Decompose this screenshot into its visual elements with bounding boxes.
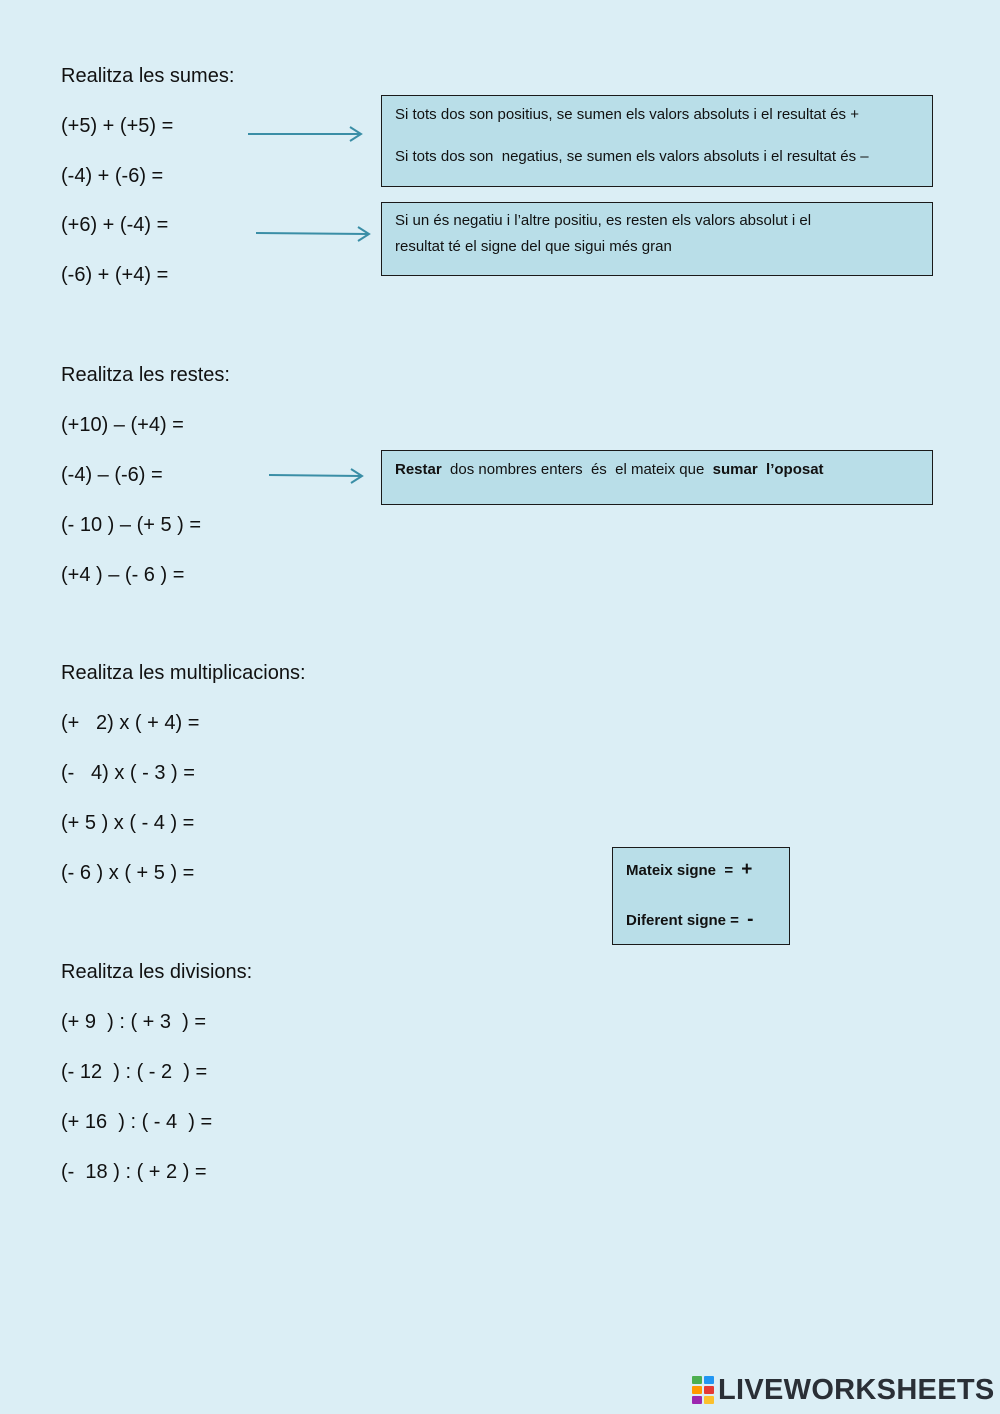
diff-sign-rule-label: Diferent signe = (626, 912, 739, 929)
diff-sign-rule (626, 910, 753, 931)
multiplication-exercise-1: (+ 2) x ( + 4) = (61, 712, 200, 734)
same-sign-note-line-1: Si tots dos son positius, se sumen els valors absoluts i el resultat és + (395, 106, 859, 123)
division-exercise-1: (+ 9 ) : ( + 3 ) = (61, 1011, 207, 1033)
subtraction-note-box (381, 450, 933, 505)
subtraction-exercise-3: (- 10 ) – (+ 5 ) = (61, 514, 202, 536)
subtraction-exercise-1: (+10) – (+4) = (61, 414, 184, 436)
multiplication-exercise-3: (+ 5 ) x ( - 4 ) = (61, 812, 195, 834)
sign-rule-box (612, 847, 790, 945)
arrow-icon (246, 124, 366, 144)
diff-sign-note-line-1: Si un és negatiu i l’altre positiu, es resten els valors absolut i el (395, 212, 812, 229)
subtraction-exercise-4: (+4 ) – (- 6 ) = (61, 564, 185, 586)
division-exercise-3: (+ 16 ) : ( - 4 ) = (61, 1111, 213, 1133)
multiplications-heading: Realitza les multiplicacions: (61, 662, 306, 684)
multiplication-exercise-4: (- 6 ) x ( + 5 ) = (61, 862, 195, 884)
arrow-icon (254, 224, 374, 244)
subtraction-exercise-2: (-4) – (-6) = (61, 464, 163, 486)
sum-exercise-1: (+5) + (+5) = (61, 115, 174, 137)
subtraction-note-text (395, 460, 824, 480)
arrow-icon (267, 466, 367, 486)
subtraction-note-bold-2: sumar l’oposat (712, 461, 824, 478)
diff-sign-note-line-2: resultat té el signe del que sigui més gran (395, 238, 672, 255)
division-exercise-4: (- 18 ) : ( + 2 ) = (61, 1161, 207, 1183)
sums-heading: Realitza les sumes: (61, 65, 235, 87)
same-sign-rule-label: Mateix signe = (626, 862, 734, 879)
same-sign-note-line-2: Si tots dos son negatius, se sumen els valors absoluts i el resultat és – (395, 148, 869, 165)
minus-sign: - (747, 909, 754, 930)
sum-exercise-2: (-4) + (-6) = (61, 165, 164, 187)
subtraction-note-middle: dos nombres enters és el mateix que (441, 461, 713, 478)
same-sign-rule (626, 860, 752, 881)
subtraction-note-bold-1: Restar (395, 461, 442, 478)
division-exercise-2: (- 12 ) : ( - 2 ) = (61, 1061, 208, 1083)
diff-sign-note-box (381, 202, 933, 276)
logo-text: LIVEWORKSHEETS (718, 1373, 995, 1406)
logo-mark-icon (692, 1376, 714, 1404)
sum-exercise-3: (+6) + (-4) = (61, 214, 169, 236)
liveworksheets-logo[interactable] (692, 1372, 995, 1408)
multiplication-exercise-2: (- 4) x ( - 3 ) = (61, 762, 195, 784)
subtractions-heading: Realitza les restes: (61, 364, 230, 386)
plus-sign: + (741, 859, 753, 880)
same-sign-note-box (381, 95, 933, 187)
divisions-heading: Realitza les divisions: (61, 961, 253, 983)
sum-exercise-4: (-6) + (+4) = (61, 264, 169, 286)
